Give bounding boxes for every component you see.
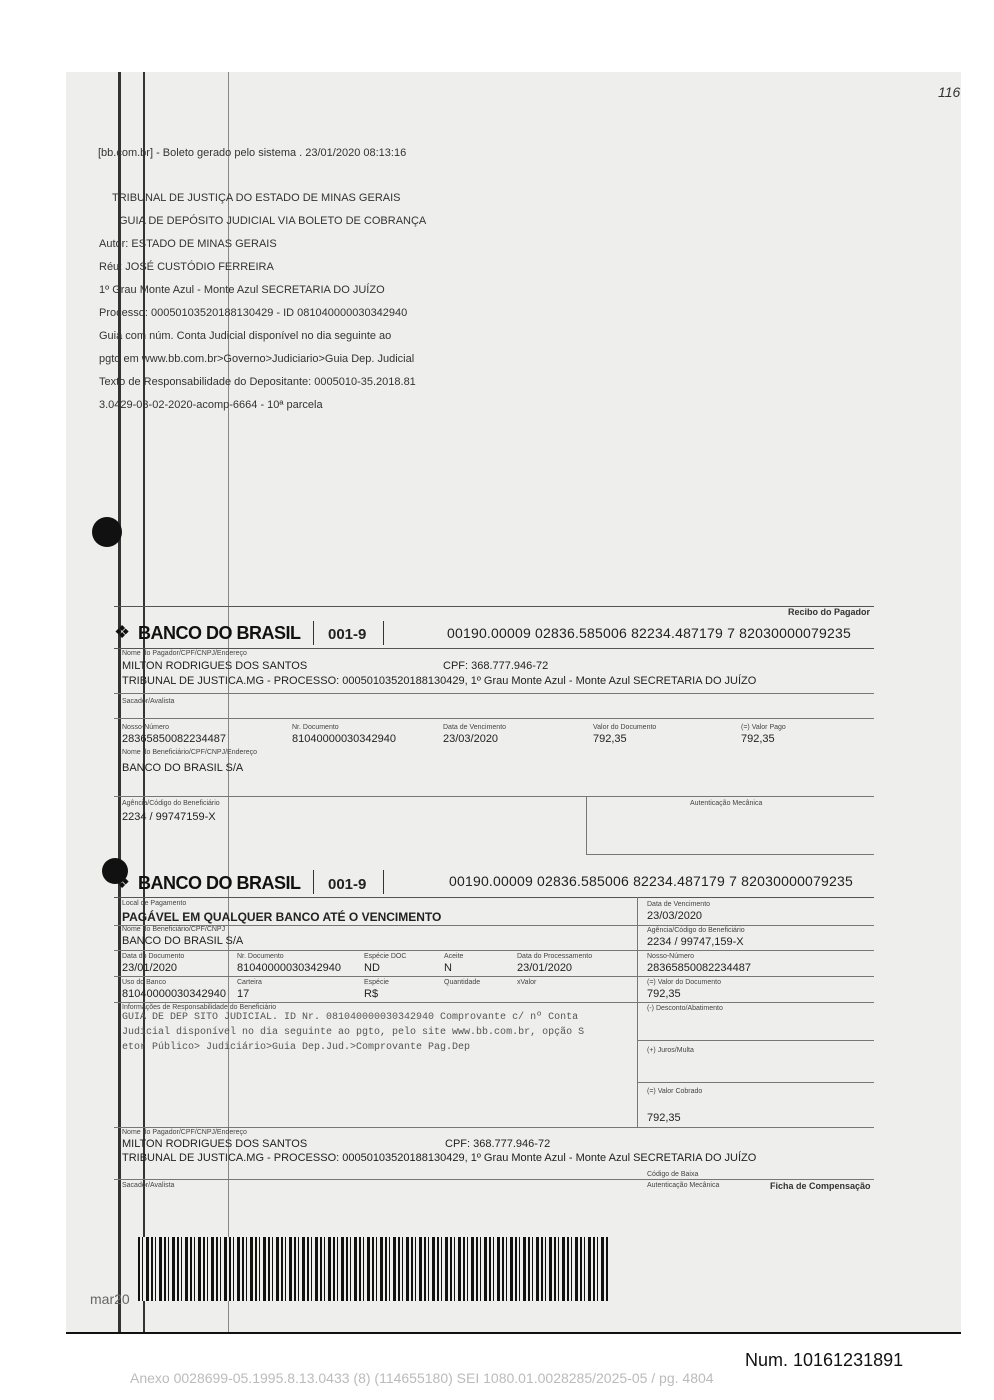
field-label: (=) Valor Pago: [741, 724, 786, 731]
divider: [114, 950, 637, 951]
court-line: TRIBUNAL DE JUSTIÇA DO ESTADO DE MINAS GERAIS: [112, 192, 401, 204]
field-label: Quantidade: [444, 979, 481, 986]
info-line: Judicial disponível no dia seguinte ao pgto, pelo site www.bb.com.br, opção S: [122, 1027, 585, 1038]
field-label: Informações de Responsabilidade do Beneficiário: [122, 1004, 277, 1011]
field-label: Nosso-Número: [122, 724, 170, 731]
divider: [114, 648, 874, 649]
field-label: Data do Documento: [122, 953, 185, 960]
divider: [637, 925, 874, 926]
divider: [637, 976, 874, 977]
court-line: 3.0429-03-02-2020-acomp-6664 - 10ª parcela: [99, 399, 323, 411]
court-line: Processo: 00050103520188130429 - ID 081040000030342940: [99, 307, 408, 319]
field-label: (+) Juros/Multa: [647, 1047, 694, 1054]
bank-name: BANCO DO BRASIL: [138, 623, 301, 643]
field-label: Nome do Pagador/CPF/CNPJ/Endereço: [122, 650, 247, 657]
field-value: 28365850082234487: [122, 733, 227, 745]
digitable-line: 00190.00009 02836.585006 82234.487179 7 82030000079235: [449, 873, 853, 889]
footer-line: Anexo 0028699-05.1995.8.13.0433 (8) (114655180) SEI 1080.01.0028285/2025-05 / pg. 4804: [130, 1370, 714, 1386]
divider: [114, 1127, 874, 1128]
field-label: Nr. Documento: [237, 953, 284, 960]
field-label: Local de Pagamento: [122, 900, 187, 907]
field-label: Nome do Beneficiário/CPF/CNPJ: [122, 926, 226, 933]
field-value: 792,35: [647, 988, 681, 1000]
field-value: 792,35: [593, 733, 627, 745]
divider: [637, 1002, 874, 1003]
handwritten-page-number: 116: [938, 84, 961, 100]
header-line: [bb.com.br] - Boleto gerado pelo sistema . 23/01/2020 08:13:16: [98, 147, 407, 159]
field-label: Nr. Documento: [292, 724, 339, 731]
info-line: GUIA DE DEP SITO JUDICIAL. ID Nr. 081040000030342940 Comprovante c/ nº Conta: [122, 1012, 579, 1023]
field-label: (=) Valor do Documento: [647, 979, 721, 986]
payer-cpf: CPF: 368.777.946-72: [443, 660, 549, 672]
info-line: etor Público> Judiciário>Guia Dep.Jud.>Comprovante Pag.Dep: [122, 1042, 471, 1053]
court-line: Texto de Responsabilidade do Depositante: 0005010-35.2018.81: [99, 376, 416, 388]
field-value: 792,35: [741, 733, 775, 745]
bank-code: 001-9: [328, 626, 367, 643]
field-value: 792,35: [647, 1112, 681, 1124]
field-label: Sacador/Avalista: [122, 1182, 175, 1189]
payer-address: TRIBUNAL DE JUSTICA.MG - PROCESSO: 00050103520188130429, 1º Grau Monte Azul - Monte Azul SECRETARIA DO JUÍZO: [122, 1152, 757, 1164]
field-value: 17: [237, 988, 250, 1000]
field-label: Agência/Código do Beneficiário: [122, 800, 220, 807]
divider: [114, 693, 874, 694]
field-label: Carteira: [237, 979, 262, 986]
payment-location: PAGÁVEL EM QUALQUER BANCO ATÉ O VENCIMENTO: [122, 910, 442, 924]
punch-hole: [92, 517, 122, 547]
beneficiary-name: BANCO DO BRASIL S/A: [122, 935, 244, 947]
field-value: 81040000030342940: [237, 962, 342, 974]
field-value: 23/03/2020: [443, 733, 499, 745]
payer-name: MILTON RODRIGUES DOS SANTOS: [122, 660, 308, 672]
divider: [114, 1179, 874, 1180]
divider: [637, 897, 638, 1127]
field-value: R$: [364, 988, 379, 1000]
field-value: 23/01/2020: [517, 962, 573, 974]
received-stamp: mar20: [90, 1291, 130, 1307]
divider: [637, 1040, 874, 1041]
divider: [114, 1002, 637, 1003]
field-label: Uso do Banco: [122, 979, 166, 986]
field-value: 81040000030342940: [292, 733, 397, 745]
field-value: N: [444, 962, 452, 974]
divider: [313, 870, 314, 894]
divider: [637, 950, 874, 951]
court-line: Guia com núm. Conta Judicial disponível no dia seguinte ao: [99, 330, 392, 342]
field-label: Espécie: [364, 979, 389, 986]
digitable-line: 00190.00009 02836.585006 82234.487179 7 82030000079235: [447, 625, 851, 641]
field-label: xValor: [517, 979, 537, 986]
divider: [114, 796, 874, 797]
bank-logo-icon: ❖: [114, 622, 131, 642]
field-label: Nome do Pagador/CPF/CNPJ/Endereço: [122, 1129, 247, 1136]
field-label: Agência/Código do Beneficiário: [647, 927, 745, 934]
divider: [313, 621, 314, 645]
field-label: Espécie DOC: [364, 953, 407, 960]
field-label: Nosso-Número: [647, 953, 695, 960]
divider: [586, 854, 874, 855]
field-label: (=) Valor Cobrado: [647, 1088, 703, 1095]
field-value: 23/03/2020: [647, 910, 703, 922]
divider: [114, 718, 874, 719]
divider: [114, 897, 874, 898]
field-label: Código de Baixa: [647, 1171, 699, 1178]
divider: [114, 976, 637, 977]
field-label: Nome do Beneficiário/CPF/CNPJ/Endereço: [122, 749, 258, 756]
beneficiary-name: BANCO DO BRASIL S/A: [122, 762, 244, 774]
field-label: Sacador/Avalista: [122, 698, 175, 705]
divider: [383, 870, 384, 894]
bank-name: BANCO DO BRASIL: [138, 873, 301, 893]
field-label: Data de Vencimento: [443, 724, 507, 731]
field-label: (-) Desconto/Abatimento: [647, 1005, 723, 1012]
bank-logo-icon: ❖: [114, 872, 131, 892]
divider: [586, 796, 587, 854]
payer-name: MILTON RODRIGUES DOS SANTOS: [122, 1138, 308, 1150]
field-value: 28365850082234487: [647, 962, 752, 974]
field-label: Autenticação Mecânica: [647, 1182, 720, 1189]
field-label: Data de Vencimento: [647, 901, 711, 908]
field-value: 23/01/2020: [122, 962, 178, 974]
field-value: 2234 / 99747,159-X: [647, 936, 744, 948]
field-label: Data do Processamento: [517, 953, 593, 960]
court-line: Autor: ESTADO DE MINAS GERAIS: [99, 238, 277, 250]
divider: [637, 1082, 874, 1083]
payer-address: TRIBUNAL DE JUSTICA.MG - PROCESSO: 00050103520188130429, 1º Grau Monte Azul - Monte Azul SECRETARIA DO JUÍZO: [122, 675, 757, 687]
document-number: Num. 10161231891: [745, 1350, 904, 1370]
payer-cpf: CPF: 368.777.946-72: [445, 1138, 551, 1150]
divider: [383, 621, 384, 645]
court-line: GUIA DE DEPÓSITO JUDICIAL VIA BOLETO DE COBRANÇA: [119, 215, 427, 227]
field-label: Aceite: [444, 953, 464, 960]
divider: [114, 606, 874, 607]
field-value: 81040000030342940: [122, 988, 227, 1000]
field-value: ND: [364, 962, 380, 974]
court-line: pgto em www.bb.com.br>Governo>Judiciario>Guia Dep. Judicial: [99, 353, 415, 365]
barcode: [138, 1237, 610, 1301]
field-label: Valor do Documento: [593, 724, 657, 731]
court-line: 1º Grau Monte Azul - Monte Azul SECRETARIA DO JUÍZO: [99, 284, 385, 296]
receipt-title: Recibo do Pagador: [788, 607, 871, 617]
field-label: Autenticação Mecânica: [690, 800, 763, 807]
agency-code: 2234 / 99747159-X: [122, 811, 216, 823]
ficha-label: Ficha de Compensação: [770, 1181, 871, 1191]
court-line: Réu: JOSÉ CUSTÓDIO FERREIRA: [99, 261, 274, 273]
bank-code: 001-9: [328, 876, 367, 893]
